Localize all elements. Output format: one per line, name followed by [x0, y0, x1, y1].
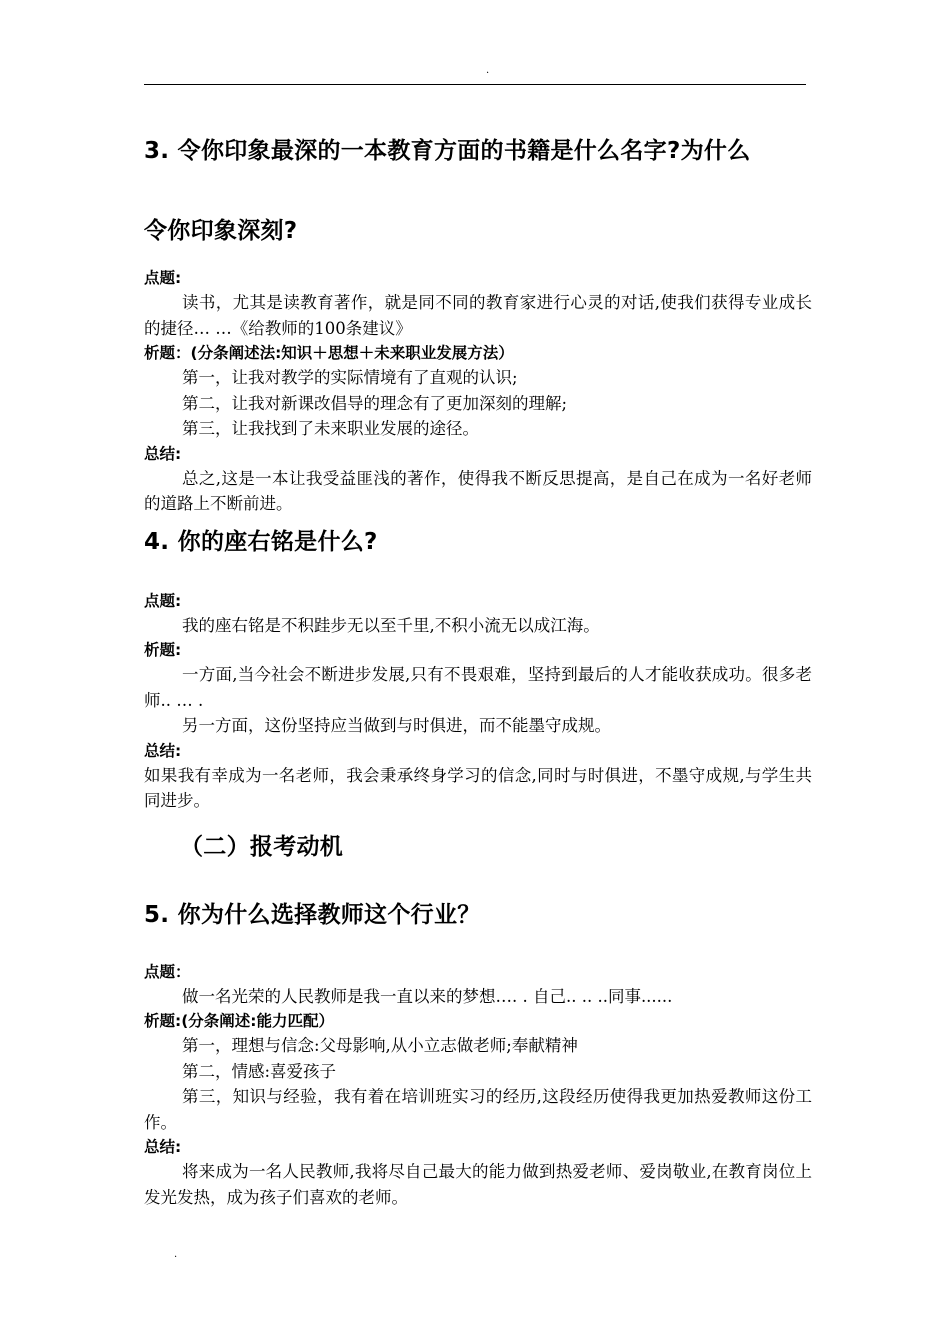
- question-4-summary-label: 总结:: [144, 741, 182, 760]
- question-3-point-1: 第一，让我对教学的实际情境有了直观的认识;: [182, 368, 518, 387]
- question-4-intro-text: 我的座右铭是不积跬步无以至千里,不积小流无以成江海。: [182, 615, 600, 635]
- question-5-point-1: 第一，理想与信念:父母影响,从小立志做老师;奉献精神: [182, 1036, 578, 1055]
- question-5-summary-label: 总结:: [144, 1138, 182, 1156]
- question-5-intro-label: 点题：: [144, 962, 191, 981]
- question-5-title: 5. 你为什么选择教师这个行业？: [144, 901, 481, 928]
- question-3-point-3: 第三，让我找到了未来职业发展的途径。: [182, 419, 479, 438]
- question-4-analysis-label: 析题:: [144, 641, 182, 659]
- question-4-intro-label: 点题:: [144, 591, 182, 610]
- question-5-intro-text: 做一名光荣的人民教师是我一直以来的梦想…. . 自己.. .. ..同事......: [182, 986, 673, 1006]
- footer-mark: .: [174, 1249, 178, 1260]
- question-4-title: 4. 你的座右铭是什么?: [144, 528, 378, 555]
- question-3-summary-text: 总之,这是一本让我受益匪浅的著作，使得我不断反思提高，是自己在成为一名好老师的道路上不断前进。: [144, 468, 812, 513]
- section-2: [144, 822, 812, 872]
- question-5-point-2: 第二，情感:喜爱孩子: [182, 1061, 337, 1081]
- question-3-title-line1: 3. 令你印象最深的一本教育方面的书籍是什么名字?为什么: [144, 138, 751, 164]
- header-rule: [144, 84, 806, 85]
- header-mark: .: [486, 65, 490, 76]
- question-4: [144, 517, 812, 814]
- question-3-analysis-label: 析题：(分条阐述法:知识＋思想＋未来职业发展方法）: [144, 344, 514, 362]
- question-5-analysis-label: 析题:(分条阐述:能力匹配）: [144, 1012, 334, 1030]
- question-5-summary-text: 将来成为一名人民教师,我将尽自己最大的能力做到热爱老师、爱岗敬业,在教育岗位上发光发热，成为孩子们喜欢的老师。: [144, 1162, 812, 1207]
- question-3-summary-label: 总结:: [144, 444, 182, 463]
- question-4-point-1: 一方面,当今社会不断进步发展,只有不畏艰难，坚持到最后的人才能收获成功。很多老师.. … .: [144, 665, 812, 710]
- question-5: [144, 890, 812, 1211]
- question-3: [144, 126, 812, 517]
- question-4-point-2: 另一方面，这份坚持应当做到与时俱进，而不能墨守成规。: [182, 716, 611, 735]
- question-5-point-3: 第三，知识与经验，我有着在培训班实习的经历,这段经历使得我更加热爱教师这份工作。: [144, 1087, 812, 1132]
- section-2-title: （二）报考动机: [180, 833, 344, 860]
- question-3-point-2: 第二，让我对新课改倡导的理念有了更加深刻的理解;: [182, 393, 568, 413]
- question-3-intro-text: 读书，尤其是读教育著作，就是同不同的教育家进行心灵的对话,使我们获得专业成长的捷径… …《给教师的100条建议》: [144, 293, 812, 338]
- question-3-title-line2: 令你印象深刻?: [144, 218, 298, 244]
- document-body: [144, 126, 812, 1210]
- question-4-summary-text: 如果我有幸成为一名老师，我会秉承终身学习的信念,同时与时俱进，不墨守成规,与学生共同进步。: [144, 765, 812, 810]
- question-3-intro-label: 点题:: [144, 269, 182, 287]
